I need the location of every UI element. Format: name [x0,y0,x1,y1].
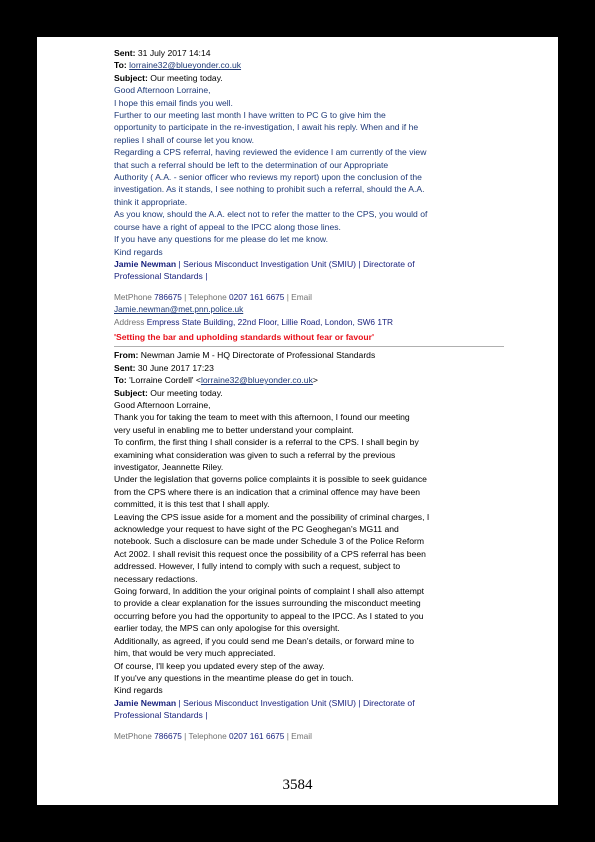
email1-greeting: Good Afternoon Lorraine, [114,85,211,96]
email1-address: Address Empress State Building, 22nd Floor, Lillie Road, London, SW6 1TR [114,316,394,327]
body-line: Kind regards [114,246,163,257]
page-number: 3584 [282,777,313,793]
body-line: Under the legislation that governs police complaints it is possible to seek guidance [114,474,427,485]
body-line: Leaving the CPS issue aside for a moment and the possibility of criminal charges, I [114,511,430,522]
email1-motto: 'Setting the bar and upholding standards without fear or favour' [114,331,374,342]
email2-to-link[interactable]: lorraine32@blueyonder.co.uk [200,375,313,386]
body-line: opportunity to participate in the re-investigation, I await his reply. When and if he [114,122,419,133]
body-line: If you've any questions in the meantime please do get in touch. [114,672,354,683]
body-line: examining what consideration was given to such a referral by the previous [114,449,396,460]
body-line: to provide a clear explanation for the issues surrounding the misconduct meeting [114,598,421,609]
body-line: very useful in enabling me to better understand your complaint. [114,424,354,435]
body-line: notebook. Such a disclosure can be made under Schedule 3 of the Police Reform [114,536,425,547]
body-line: acknowledge your request to have sight of the PC Geoghegan's MG11 and [114,524,399,535]
body-line: investigator, Jeannette Riley. [114,462,224,472]
body-line: Good Afternoon Lorraine, [114,399,211,410]
email2-sent: Sent: 30 June 2017 17:23 [114,362,214,373]
body-line: To confirm, the first thing I shall consider is a referral to the CPS. I shall begin by [114,437,419,448]
email-separator [114,346,504,347]
body-line: him, that would be very much appreciated. [114,648,276,659]
email2-signature: Jamie Newman | Serious Misconduct Investigation Unit (SMIU) | Directorate of Professional Standards | MetPhone 786675 | Telephone 0207 161 6675 | Email [114,697,504,742]
document-page [37,37,558,805]
email2-body [114,399,504,697]
body-line: necessary redactions. [114,573,198,584]
body-line: I hope this email finds you well. [114,97,233,108]
body-line: from the CPS where there is an indication that a criminal offence may have been [114,486,421,497]
body-line: occurring before you had the opportunity to appeal to the IPCC. As I stated to you [114,610,424,621]
email2-subject: Subject: Our meeting today. [114,387,223,398]
body-line: addressed. However, I fully intend to comply with such a request, subject to [114,561,401,572]
body-line: replies I shall of course let you know. [114,134,254,145]
email1-to: To: lorraine32@blueyonder.co.uk [114,60,242,71]
email1-signature: Jamie Newman | Serious Misconduct Investigation Unit (SMIU) | Directorate of Professional Standards | MetPhone 786675 | Telephone 0207 161 6675 | Email Jamie.newman@met.pnn.police.uk Address Empress State Building, 22nd Floor, Lillie Road, London, SW6 1TR 'Setting the bar and upholding standards without fear or favour' [114,258,504,343]
email2-to: To: 'Lorraine Cordell' <lorraine32@blueyonder.co.uk> [114,375,318,386]
email2-sig-name: Jamie Newman [114,697,177,708]
body-line: think it appropriate. [114,196,188,207]
body-line: As you know, should the A.A. elect not to refer the matter to the CPS, you would of [114,209,428,220]
body-line: committed, it is this test that I shall apply. [114,499,270,510]
email2-contact: MetPhone 786675 | Telephone 0207 161 6675 | Email [114,730,312,741]
email1-sig-name: Jamie Newman [114,258,177,269]
body-line: course have a right of appeal to the IPCC along those lines. [114,221,341,232]
body-line: that such a referral should be left to the determination of our Appropriate [114,159,389,170]
email1-to-link[interactable]: lorraine32@blueyonder.co.uk [129,60,242,71]
email1-sent: Sent: 31 July 2017 14:14 [114,48,211,58]
email1-body [114,84,504,258]
email1-contact: MetPhone 786675 | Telephone 0207 161 6675 | Email [114,291,312,302]
body-line: Authority ( A.A. - senior officer who reviews my report) upon the conclusion of the [114,172,422,183]
email1-email-link[interactable]: Jamie.newman@met.pnn.police.uk [114,304,244,315]
body-line: Further to our meeting last month I have written to PC G to give him the [114,110,386,121]
email1-subject: Subject: Our meeting today. [114,72,223,83]
body-line: earlier today, the MPS can only apologise for this oversight. [114,623,340,634]
email2-from: From: Newman Jamie M - HQ Directorate of Professional Standards [114,350,376,361]
email-thread [114,47,504,742]
body-line: Regarding a CPS referral, having reviewed the evidence I am currently of the view [114,147,427,158]
body-line: Of course, I'll keep you updated every step of the away. [114,660,325,671]
body-line: Act 2002. I shall revisit this request once the possibility of a CPS referral has been [114,548,426,559]
body-line: investigation. As it stands, I see nothing to prohibit such a referral, should the A.A. [114,184,425,195]
body-line: Additionally, as agreed, if you could send me Dean's details, or forward mine to [114,635,415,646]
body-line: If you have any questions for me please do let me know. [114,234,329,245]
body-line: Going forward, In addition the your original points of complaint I shall also attempt [114,586,425,597]
body-line: Thank you for taking the team to meet with this afternoon, I found our meeting [114,412,410,423]
body-line: Kind regards [114,685,163,696]
